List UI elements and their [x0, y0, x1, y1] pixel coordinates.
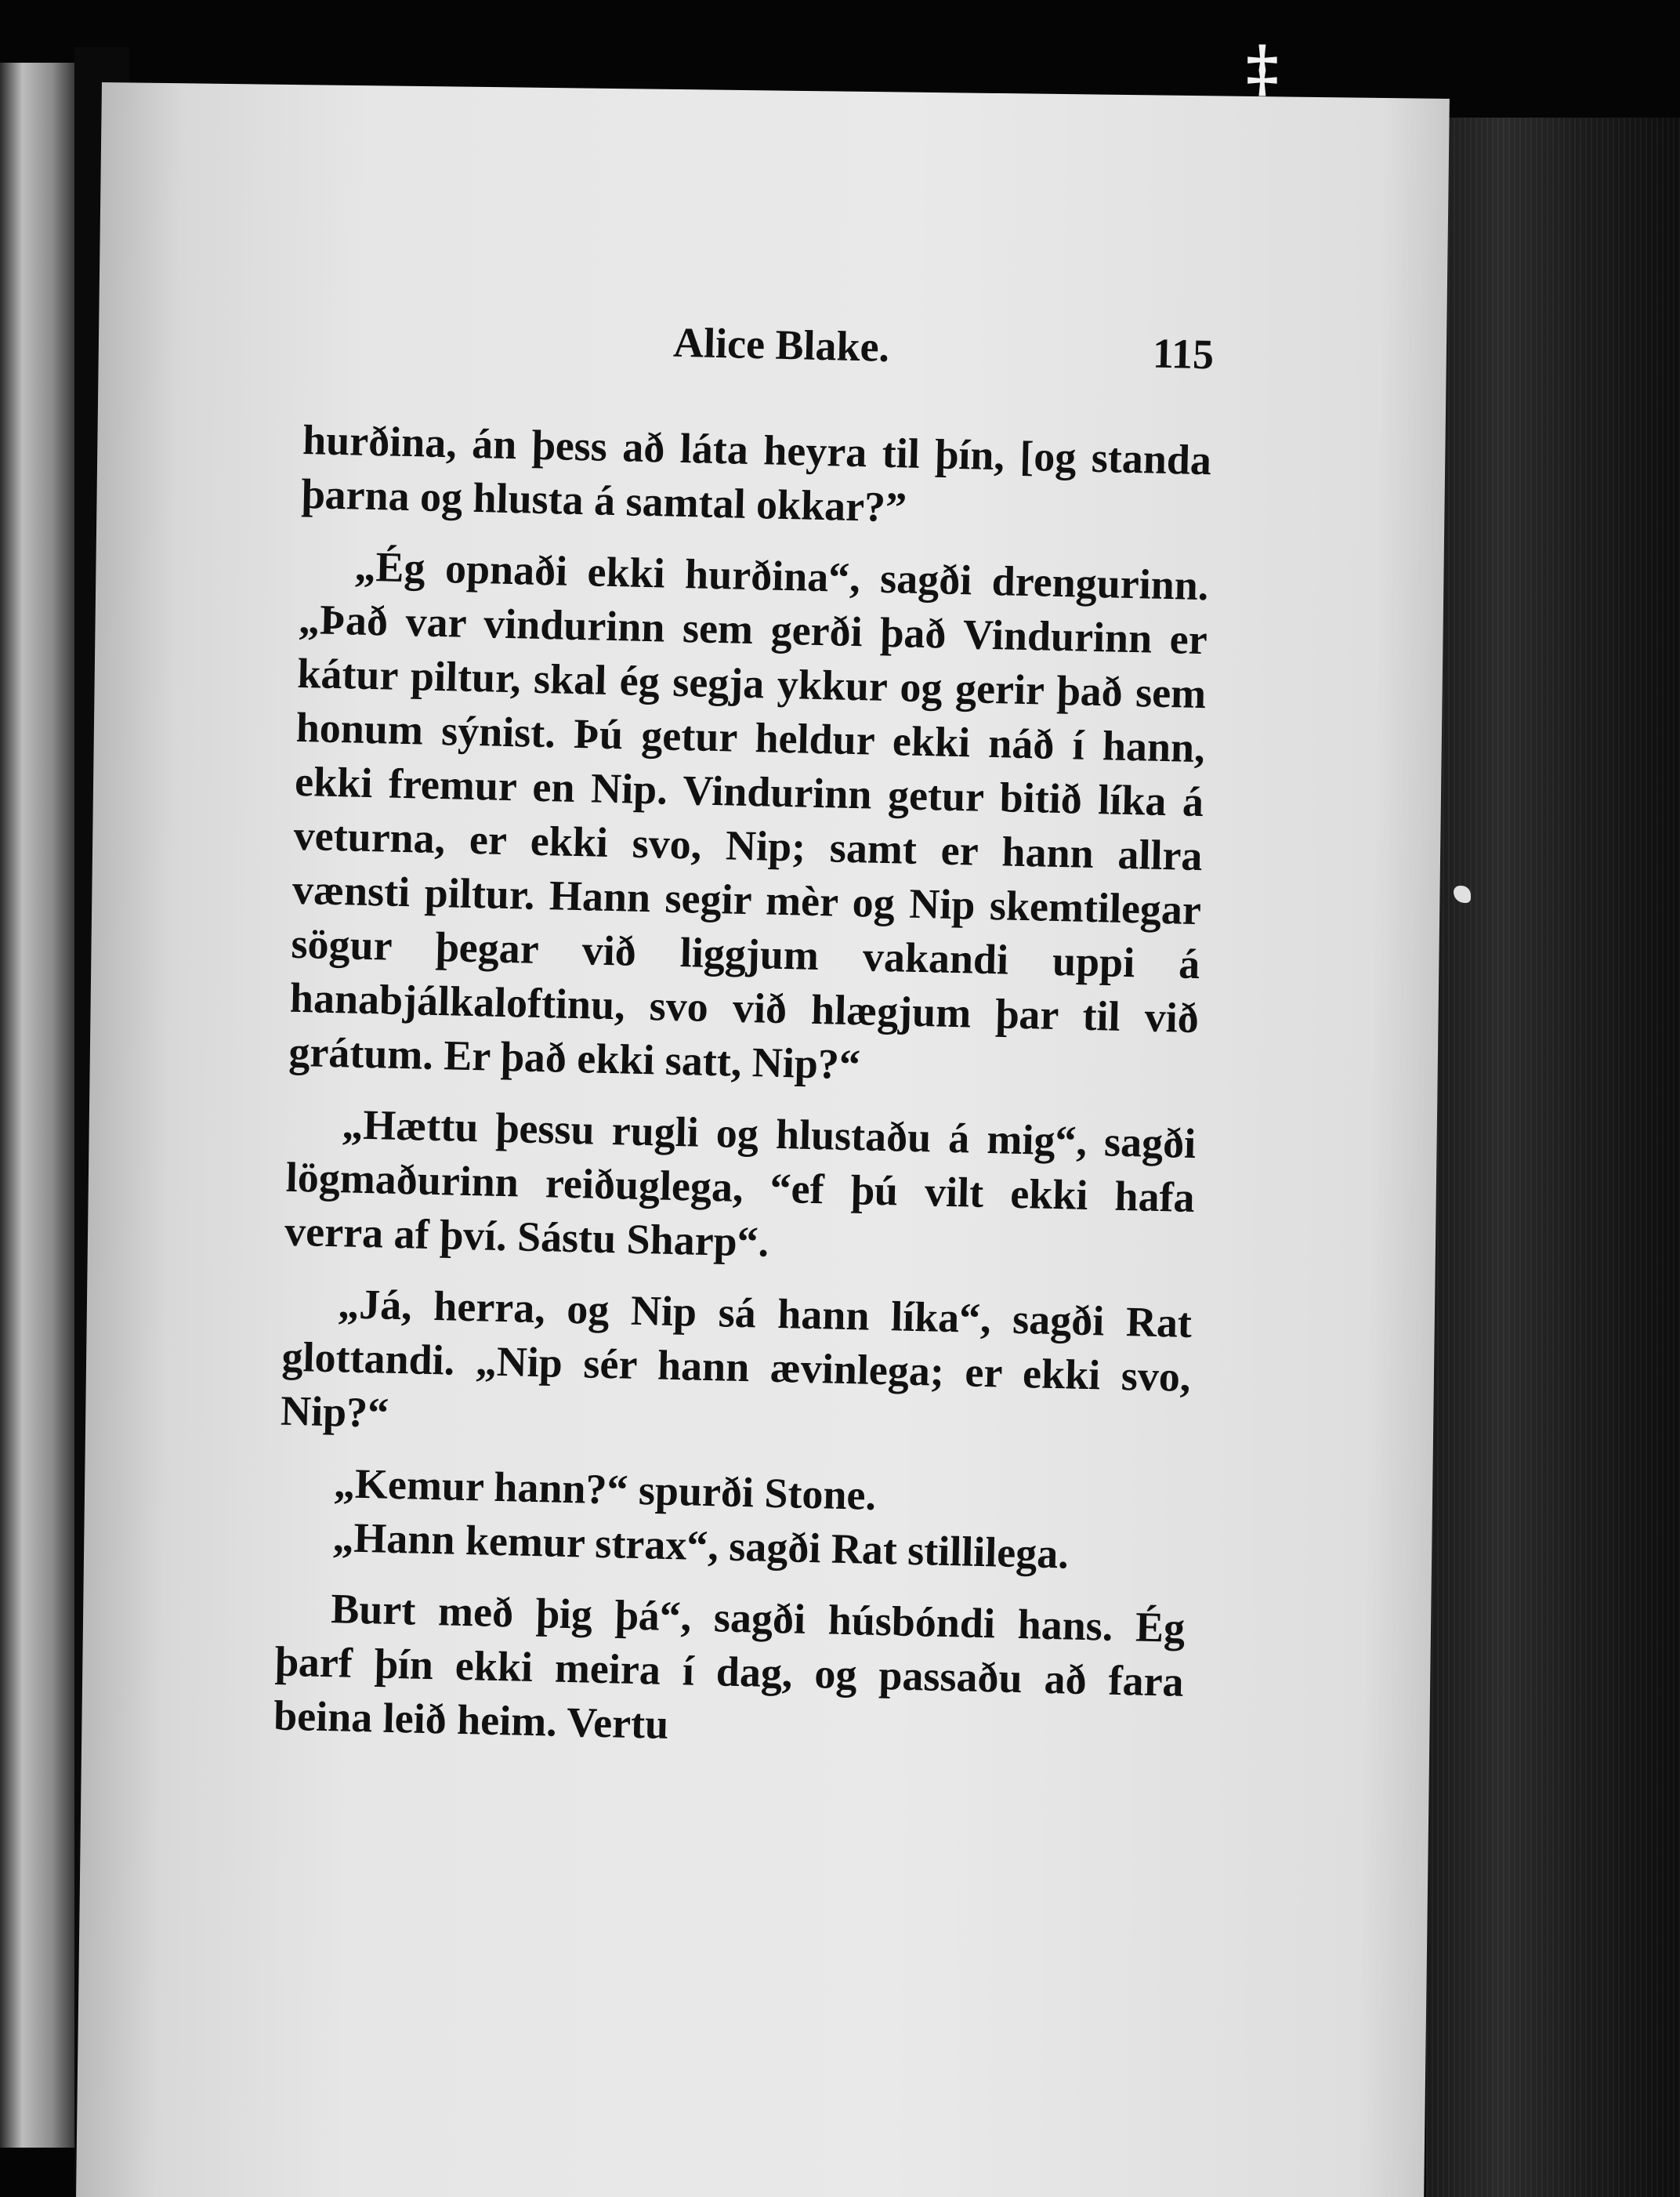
paragraph: „Hann kemur strax“, sagði Rat stillilega.	[331, 1514, 1070, 1578]
page-text-area	[273, 310, 1215, 1764]
paragraph: hurðina, án þess að láta heyra til þín, [og standa þarna og hlusta á samtal okkar?”	[300, 415, 1212, 531]
paragraph: „Kemur hann?“ spurði Stone.	[333, 1459, 877, 1519]
corner-mark: ‡	[1246, 31, 1279, 105]
running-title: Alice Blake.	[672, 318, 890, 371]
page-number: 115	[1152, 329, 1215, 379]
paragraph: „Hættu þessu rugli og hlustaðu á mig“, sagði lögmaðurinn reiðuglega, “ef þú vilt ekki hafa verra af því. Sástu Sharp“.	[284, 1100, 1197, 1266]
paragraph: „Ég opnaði ekki hurðina“, sagði drengurinn. „Það var vindurinn sem gerði það Vindurinn er kátur piltur, skal ég segja ykkur og gerir það sem honum sýnist. Þú getur heldur ekki náð í hann, ekki fremur en Nip. Vindurinn getur bitið líka á veturna, er ekki svo, Nip; samt er hann allra vænsti piltur. Hann segir mèr og Nip skemtilegar sögur þegar við liggjum vakandi uppi á hanabjálkaloftinu, svo við hlægjum þar til við grátum. Er það ekki satt, Nip?“	[288, 542, 1209, 1089]
paragraph: Burt með þig þá“, sagði húsbóndi hans. Ég þarf þín ekki meira í dag, og passaðu að fara beina leið heim. Vertu	[273, 1585, 1186, 1748]
body-text	[273, 413, 1212, 1764]
paragraph: „Já, herra, og Nip sá hann líka“, sagði Rat glottandi. „Nip sér hann ævinlega; er ekki svo, Nip?“	[280, 1280, 1193, 1437]
page-block-edge	[1426, 118, 1680, 2197]
left-page-edge	[0, 63, 74, 2148]
